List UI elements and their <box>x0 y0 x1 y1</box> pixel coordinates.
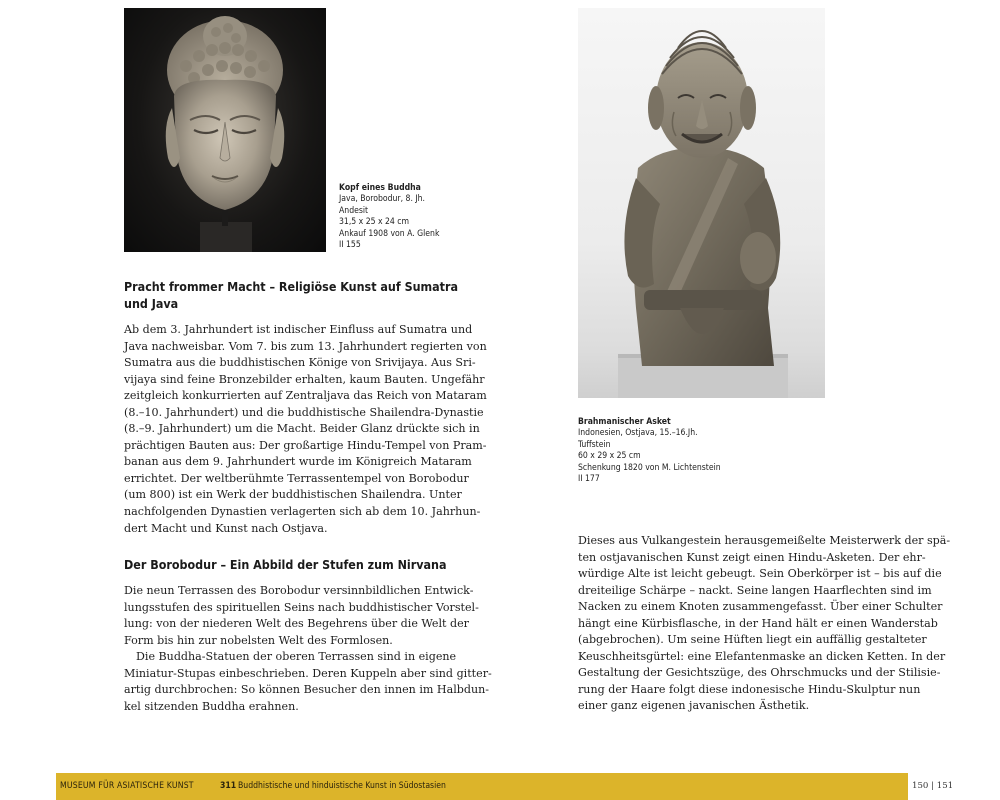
footer-bar <box>56 773 908 800</box>
text-line: prächtigen Bauten aus: Der großartige Hindu-Tempel von Pram- <box>124 438 487 452</box>
text-line: zeitgleich konkurrierten auf Zentraljava das Reich von Mataram <box>124 389 487 403</box>
caption-line: Ankauf 1908 von A. Glenk <box>339 228 440 239</box>
caption-line: Andesit <box>339 205 369 216</box>
spread-page-numbers: 150 | 151 <box>912 781 954 791</box>
text-line: Die Buddha-Statuen der oberen Terrassen sind in eigene <box>136 650 457 663</box>
text-line: würdige Alte ist leicht gebeugt. Sein Oberkörper ist – bis auf die <box>578 567 942 581</box>
text-line: banan aus dem 9. Jahrhundert wurde im Königreich Mataram <box>124 455 472 469</box>
caption-line: Java, Borobodur, 8. Jh. <box>339 194 425 205</box>
text-line: Java nachweisbar. Vom 7. bis zum 13. Jahrhundert regierten von <box>124 339 487 353</box>
text-line: Die neun Terrassen des Borobodur versinnbildlichen Entwick- <box>124 584 474 597</box>
heading-line: Pracht frommer Macht – Religiöse Kunst auf Sumatra <box>124 279 459 294</box>
text-line: Nacken zu einem Knoten zusammengefasst. Über einer Schulter <box>578 600 943 614</box>
text-line: Miniatur-Stupas einbeschrieben. Deren Kuppeln aber sind gitter- <box>124 666 492 680</box>
text-line: Form bis hin zur nobelsten Welt des Formlosen. <box>124 633 393 647</box>
text-line: (8.–9. Jahrhundert) um die Macht. Beider Glanz drückte sich in <box>124 422 480 436</box>
text-line: hängt eine Kürbisflasche, in der Hand hält er einen Wanderstab <box>578 616 938 630</box>
caption-line: Tuffstein <box>578 439 611 450</box>
text-line: ten ostjavanischen Kunst zeigt einen Hindu-Asketen. Der ehr- <box>578 550 926 564</box>
caption-title: Brahmanischer Asket <box>578 417 671 427</box>
brahmin-ascetic-photo <box>578 8 825 398</box>
text-line: Keuschheitsgürtel: eine Elefantenmaske an dicken Ketten. In der <box>578 649 946 663</box>
section-text-borobudur-p1 <box>124 583 479 649</box>
section-heading-borobudur: Der Borobodur – Ein Abbild der Stufen zum Nirvana <box>124 557 447 572</box>
footer-museum-name: MUSEUM FÜR ASIATISCHE KUNST <box>60 781 194 791</box>
text-line: Dieses aus Vulkangestein herausgemeißelte Meisterwerk der spä- <box>578 534 951 547</box>
text-line: Gestaltung der Gesichtszüge, des Ohrschmucks und der Stilisie- <box>578 666 941 680</box>
caption-line: 31,5 x 25 x 24 cm <box>339 217 410 228</box>
text-line: dert Macht und Kunst nach Ostjava. <box>124 521 328 535</box>
text-line: artig durchbrochen: So können Besucher den innen im Halbdun- <box>124 683 489 697</box>
text-line: rung der Haare folgt diese indonesische Hindu-Skulptur nun <box>578 682 921 696</box>
text-line: einer ganz eigenen javanischen Ästhetik. <box>578 699 810 713</box>
text-line: (8.–10. Jahrhundert) und die buddhistische Shailendra-Dynastie <box>124 405 484 419</box>
caption-title: Kopf eines Buddha <box>339 183 421 193</box>
section-text-pracht <box>124 322 487 537</box>
section-heading-pracht <box>124 278 459 312</box>
heading-line: und Java <box>124 296 179 311</box>
text-line: vijaya sind feine Bronzebilder erhalten, kaum Bauten. Ungefähr <box>124 372 485 386</box>
footer-page-number: 311 <box>220 781 237 791</box>
footer-chapter-title: Buddhistische und hinduistische Kunst in Südostasien <box>238 781 446 791</box>
text-line: dreiteilige Schärpe – nackt. Seine langen Haarflechten sind im <box>578 583 932 597</box>
caption-line: 60 x 29 x 25 cm <box>578 451 641 462</box>
buddha-caption <box>339 183 439 251</box>
text-line: errichtet. Der weltberühmte Terrassentempel von Borobodur <box>124 471 469 485</box>
text-line: (abgebrochen). Um seine Hüften liegt ein auffällig gestalteter <box>578 633 927 647</box>
text-line: Ab dem 3. Jahrhundert ist indischer Einfluss auf Sumatra und <box>124 323 473 336</box>
section-text-borobudur-p2 <box>124 649 492 715</box>
caption-line: Indonesien, Ostjava, 15.–16.Jh. <box>578 428 698 439</box>
buddha-head-photo <box>124 8 326 252</box>
caption-line: II 155 <box>339 240 361 251</box>
text-line: Sumatra aus die buddhistischen Könige von Srivijaya. Aus Sri- <box>124 356 476 370</box>
ascetic-caption <box>578 417 721 485</box>
text-line: lung: von der niederen Welt des Begehrens über die Welt der <box>124 617 469 631</box>
text-line: kel sitzenden Buddha erahnen. <box>124 699 299 713</box>
text-line: nachfolgenden Dynastien verlagerten sich ab dem 10. Jahrhun- <box>124 505 481 519</box>
text-line: (um 800) ist ein Werk der buddhistischen Shailendra. Unter <box>124 488 462 502</box>
caption-line: Schenkung 1820 von M. Lichtenstein <box>578 462 721 473</box>
section-text-asket <box>578 533 951 715</box>
caption-line: II 177 <box>578 474 600 485</box>
text-line: lungsstufen des spirituellen Seins nach buddhistischer Vorstel- <box>124 600 479 614</box>
